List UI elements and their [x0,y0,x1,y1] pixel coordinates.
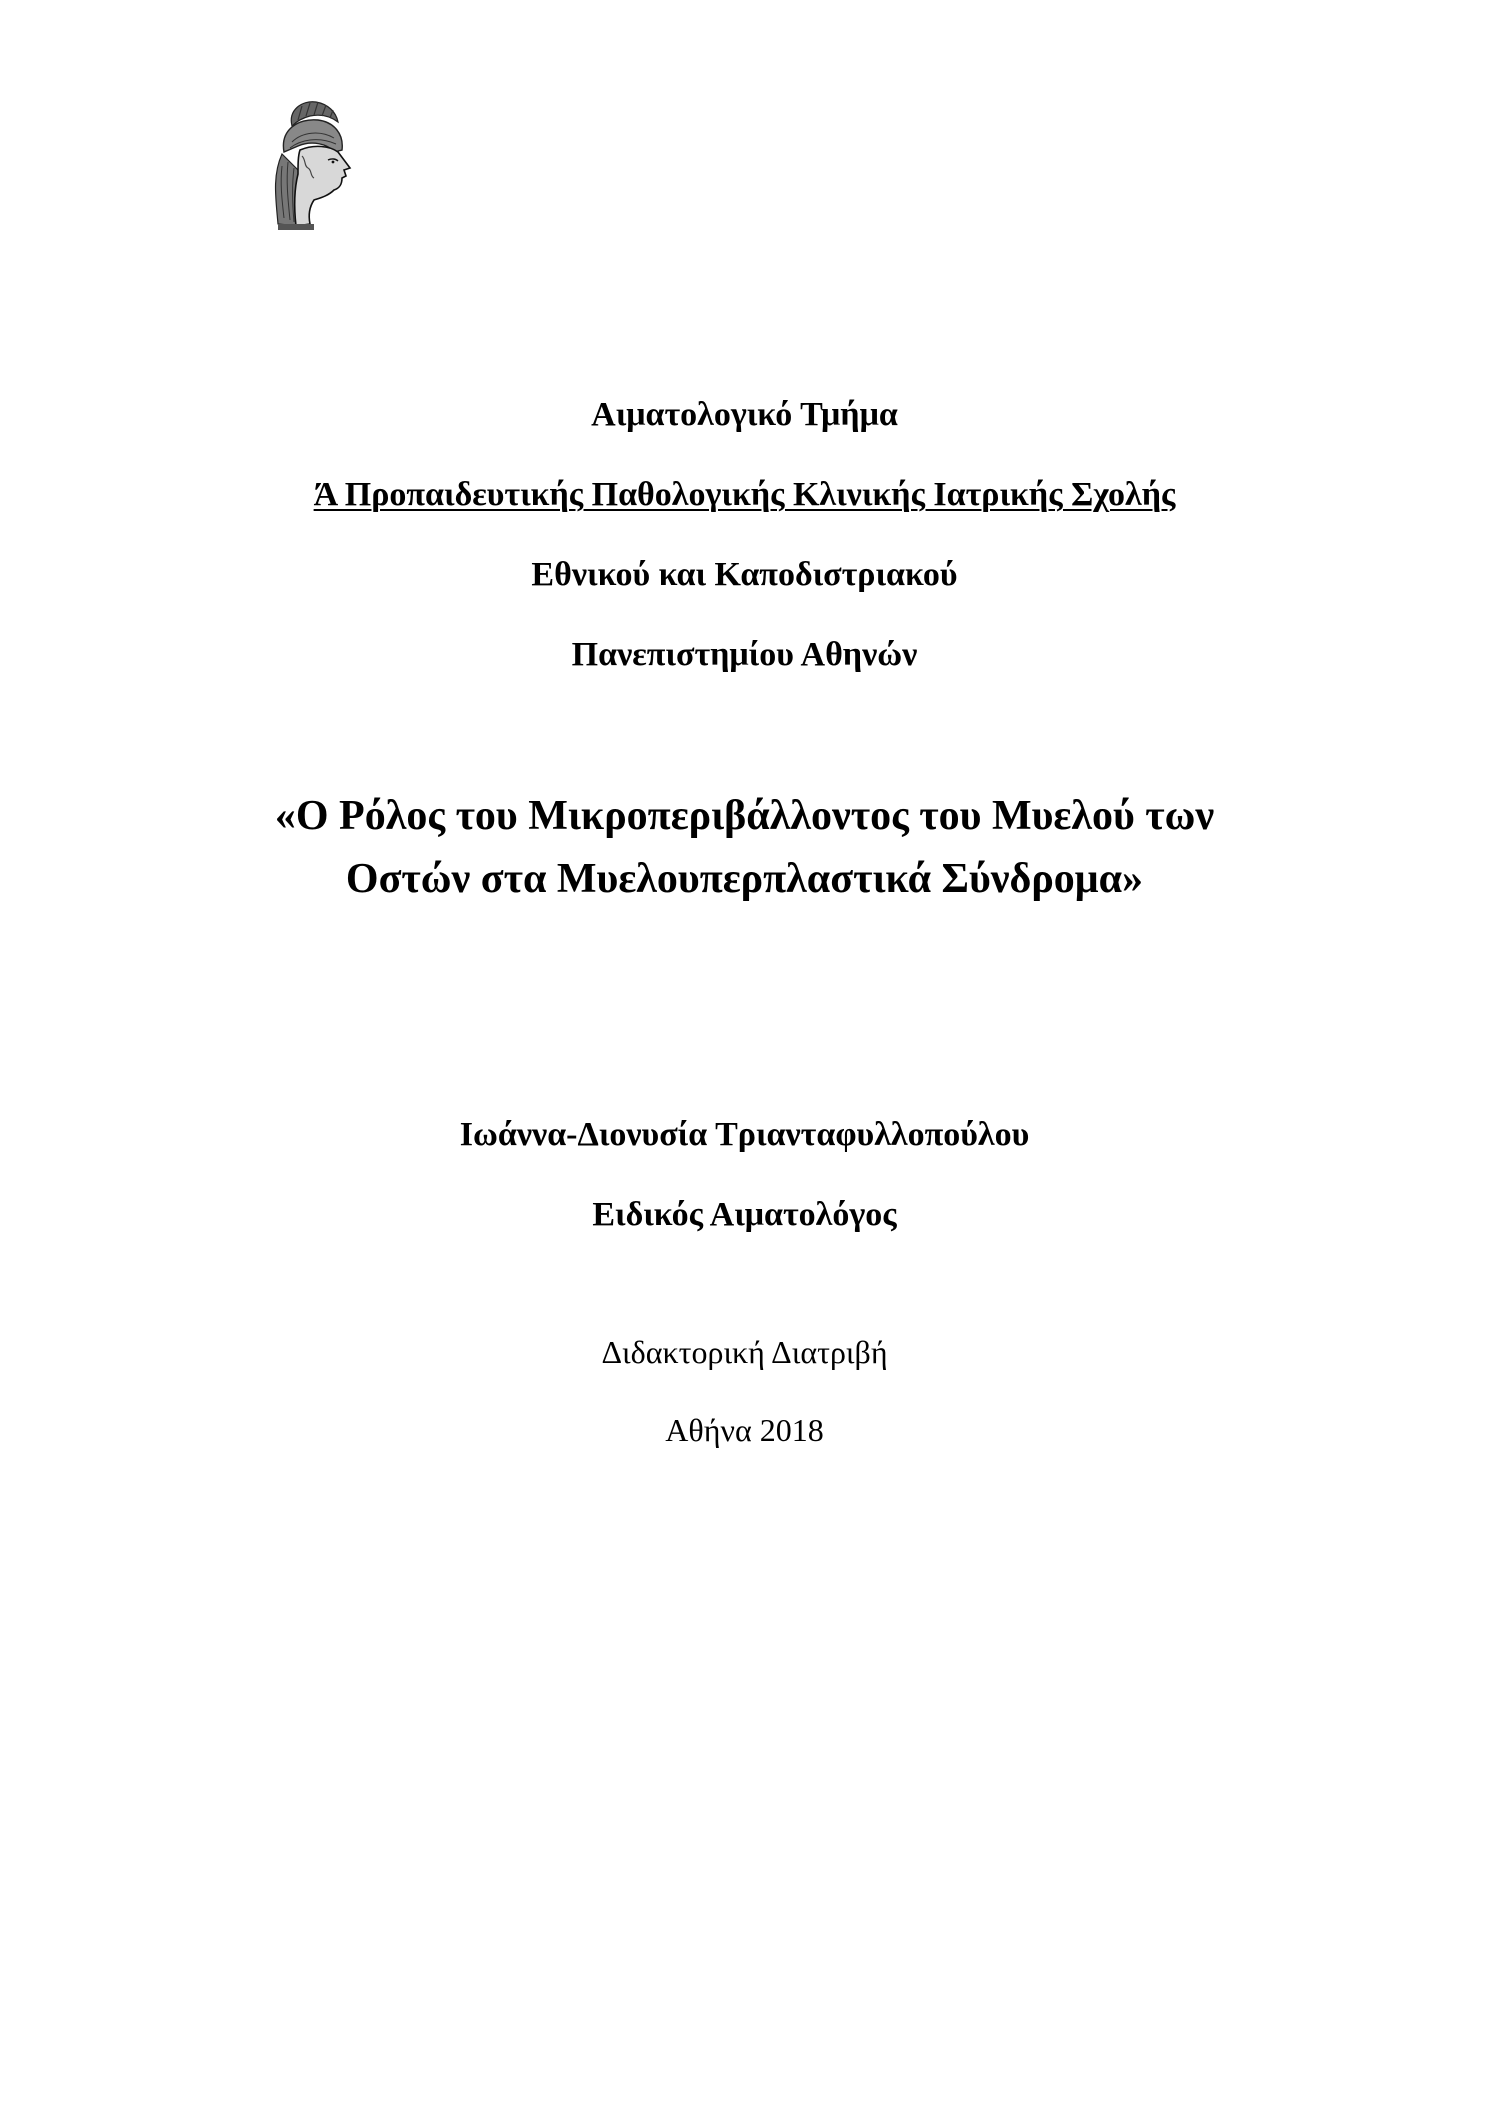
place-and-year: Αθήνα 2018 [665,1412,824,1448]
department-name: Αιματολογικό Τμήμα [591,396,898,433]
author-name: Ιωάννα-Διονυσία Τριανταφυλλοπούλου [459,1116,1030,1153]
author-role: Ειδικός Αιματολόγος [592,1196,897,1233]
document-type: Διδακτορική Διατριβή [601,1334,888,1370]
university-line-2: Πανεπιστημίου Αθηνών [571,636,918,673]
thesis-title-line-2: Οστών στα Μυελουπερπλαστικά Σύνδρομα» [345,856,1144,902]
clinic-name: Ά Προπαιδευτικής Παθολογικής Κλινικής Ιατρικής Σχολής [313,476,1176,513]
university-line-1: Εθνικού και Καποδιστριακού [531,556,958,593]
athena-head-emblem-icon [258,96,370,232]
thesis-title-line-1: «Ο Ρόλος του Μικροπεριβάλλοντος του Μυελού των [274,793,1215,839]
